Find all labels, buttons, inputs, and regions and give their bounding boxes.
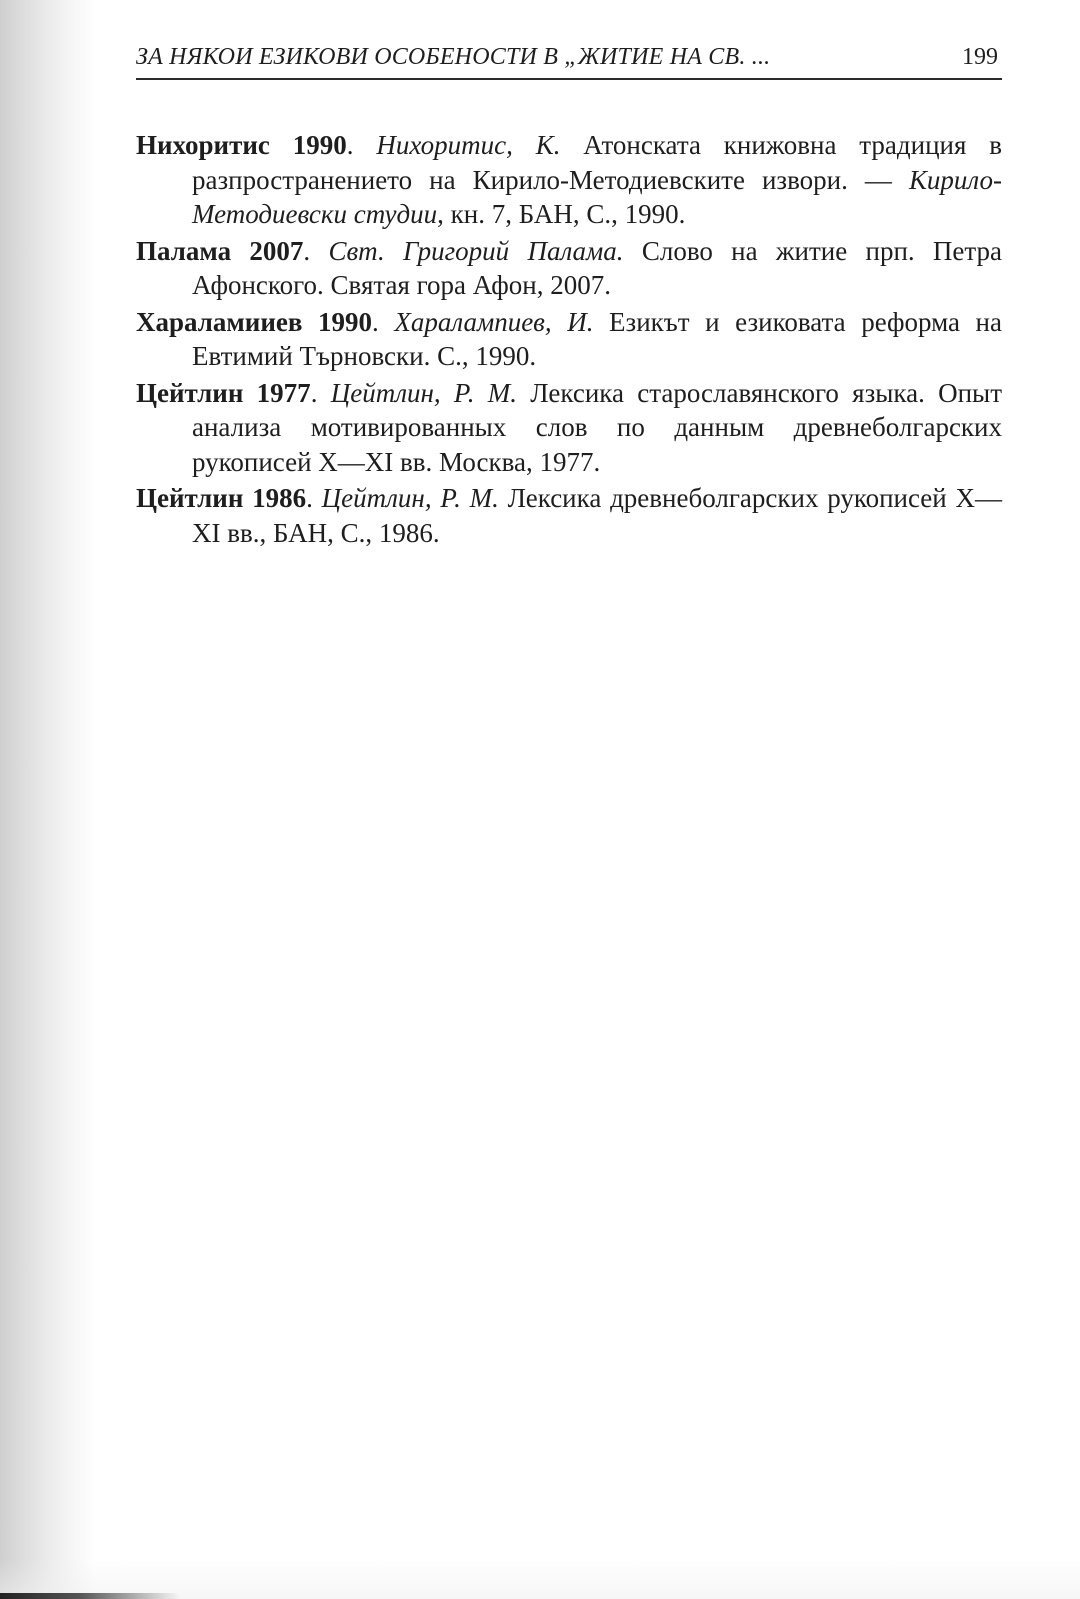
entry-key: Нихоритис 1990 xyxy=(136,130,347,160)
entry-separator: . xyxy=(346,130,377,160)
entry-key: Цейтлин 1986 xyxy=(136,483,307,513)
bibliography-entry xyxy=(136,481,1002,550)
entry-separator: . xyxy=(372,306,395,337)
bibliography-list xyxy=(136,128,1002,552)
bibliography-entry xyxy=(136,234,1002,303)
entry-text: Слово на житие прп. Петра Афонского. Святая гора Афон, 2007. xyxy=(192,235,1003,300)
entry-key: Цейтлин 1977 xyxy=(136,377,311,408)
entry-text: Атонската книжовна традиция в разпространението на Кирило-Методиевските извори. — xyxy=(192,130,1003,195)
bibliography-entry xyxy=(136,305,1002,374)
entry-text: Лексика древнеболгарских рукописей Х—XI вв., БАН, С., 1986. xyxy=(192,483,1002,548)
entry-author: Цейтлин, Р. М. xyxy=(321,483,499,513)
header-rule xyxy=(136,78,1002,80)
entry-text: Езикът и езиковата реформа на Евтимий Търновски. С., 1990. xyxy=(192,306,1002,371)
entry-author: Свт. Григорий Палама. xyxy=(328,235,624,266)
page-gutter-shadow xyxy=(0,0,95,1599)
running-header xyxy=(136,40,1002,82)
entry-author: Цейтлин, Р. М. xyxy=(330,377,517,408)
entry-series: Кирило-Методиевски студии xyxy=(192,164,1002,229)
entry-text-tail: , кн. 7, БАН, С., 1990. xyxy=(437,199,686,229)
bibliography-entry xyxy=(136,376,1002,480)
entry-text: Лексика старославянского языка. Опыт анализа мотивированных слов по данным древнеболгарских рукописей Х—XI вв. Москва, 1977. xyxy=(192,377,1002,477)
entry-separator: . xyxy=(306,483,322,513)
running-title: ЗА НЯКОИ ЕЗИКОВИ ОСОБЕНОСТИ В „ЖИТИЕ НА СВ. ... xyxy=(136,44,771,70)
entry-author: Нихоритис, К. xyxy=(376,130,561,160)
entry-author: Харалампиев, И. xyxy=(394,306,594,337)
bibliography-entry xyxy=(136,128,1002,232)
page-number: 199 xyxy=(962,44,998,70)
entry-key: Палама 2007 xyxy=(136,235,304,266)
entry-separator: . xyxy=(310,377,331,408)
entry-separator: . xyxy=(303,235,329,266)
entry-key: Хараламииев 1990 xyxy=(136,306,373,337)
page-corner-shadow xyxy=(0,1593,180,1599)
